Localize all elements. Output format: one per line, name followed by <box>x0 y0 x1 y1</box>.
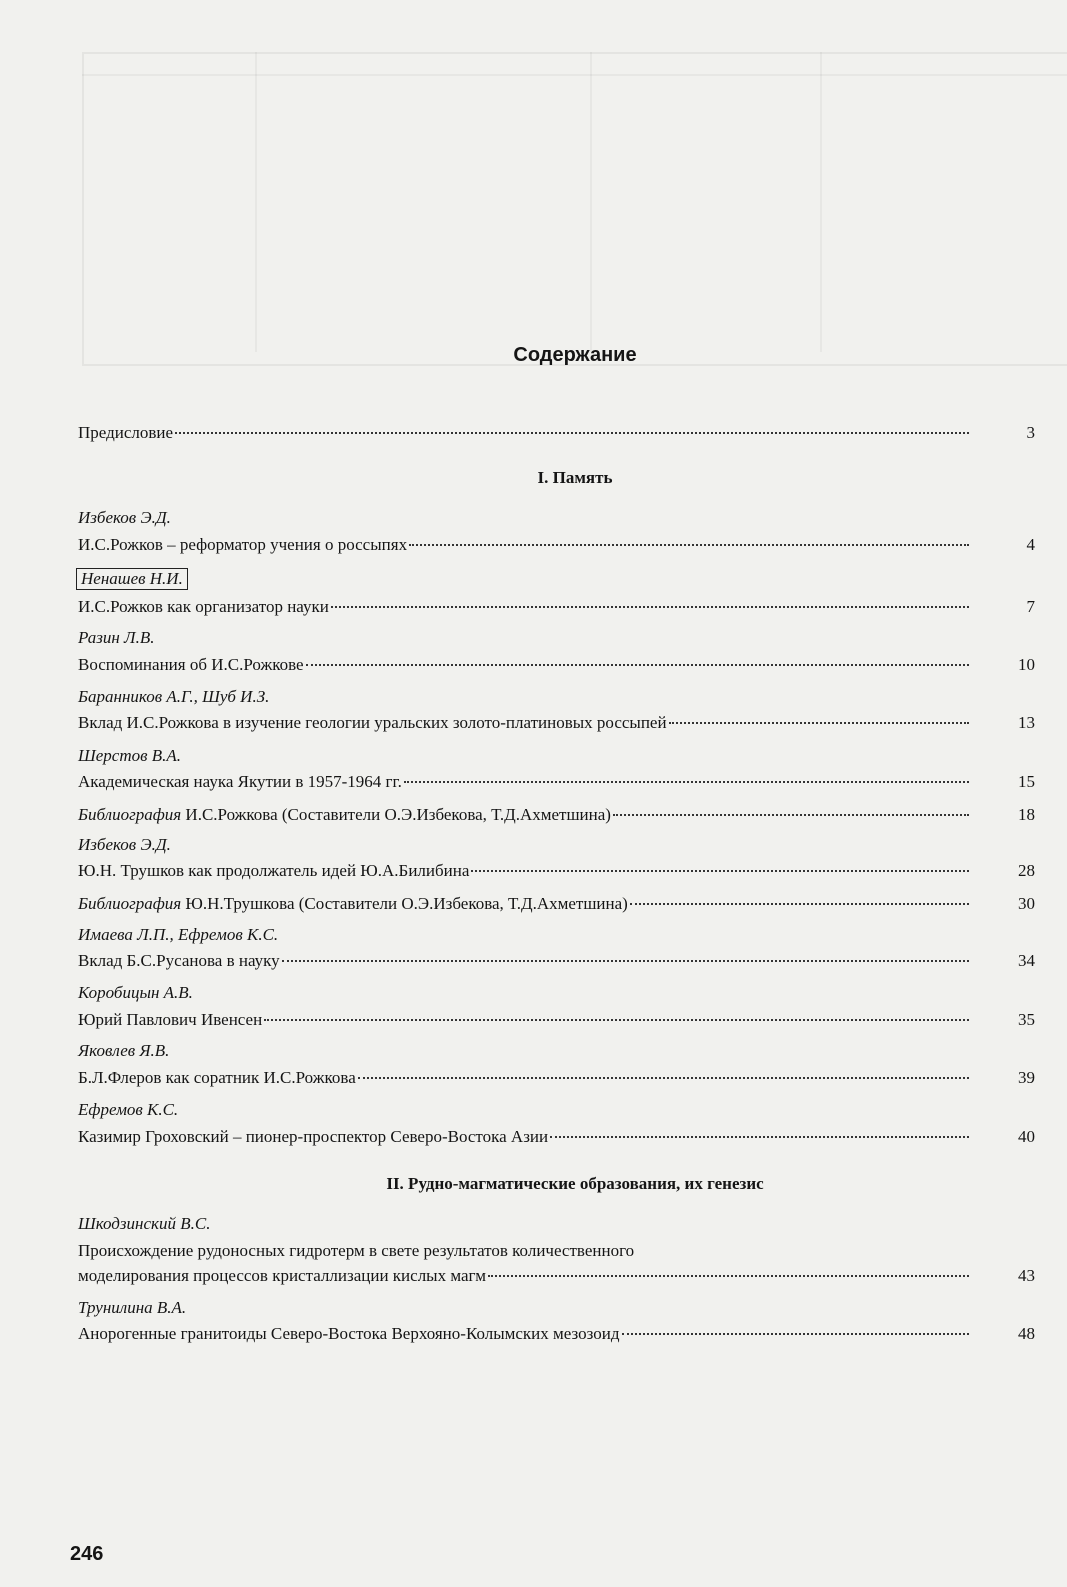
toc-page-number: 34 <box>1018 951 1035 970</box>
toc-entry-title: Вклад Б.С.Русанова в науку <box>78 951 280 970</box>
toc-page-number: 39 <box>1018 1068 1035 1087</box>
toc-entry-title: Казимир Гроховский – пионер-проспектор Северо-Востока Азии <box>78 1127 549 1146</box>
toc-author: Избеков Э.Д. <box>78 835 171 854</box>
toc-author: Ненашев Н.И. <box>76 568 188 590</box>
bleed-through-line <box>590 52 592 352</box>
bleed-through-line <box>820 52 822 352</box>
leader-dots <box>331 606 969 608</box>
toc-page-number: 3 <box>1026 423 1035 442</box>
toc-entry-title: И.С.Рожков – реформатор учения о россыпях <box>78 535 408 554</box>
toc-entry <box>78 1010 971 1030</box>
toc-author: Баранников А.Г., Шуб И.З. <box>78 687 270 706</box>
toc-author: Избеков Э.Д. <box>78 508 171 527</box>
toc-entry <box>78 1127 971 1147</box>
toc-entry-title: Предисловие <box>78 423 174 442</box>
section-heading: I. Память <box>537 468 613 487</box>
leader-dots <box>488 1275 969 1277</box>
leader-dots <box>471 870 969 872</box>
bleed-through-line <box>82 74 1067 76</box>
toc-entry-bibliography <box>78 894 971 914</box>
toc-entry <box>78 1324 971 1344</box>
toc-entry-bibliography <box>78 805 971 825</box>
toc-entry-title-line: Происхождение рудоносных гидротерм в свете результатов количественного <box>78 1241 635 1260</box>
toc-entry <box>78 1068 971 1088</box>
toc-entry-title: Академическая наука Якутии в 1957-1964 гг. <box>78 772 402 791</box>
toc-author: Шерстов В.А. <box>78 746 181 765</box>
toc-entry <box>78 1266 971 1286</box>
toc-page-number: 7 <box>1026 597 1035 616</box>
toc-page-number: 15 <box>1018 772 1035 791</box>
toc-page-number: 30 <box>1018 894 1035 913</box>
leader-dots <box>622 1333 969 1335</box>
toc-page-number: 28 <box>1018 861 1035 880</box>
toc-author: Трунилина В.А. <box>78 1298 187 1317</box>
toc-entry-title: Б.Л.Флеров как соратник И.С.Рожкова <box>78 1068 356 1087</box>
toc-entry-title: Воспоминания об И.С.Рожкове <box>78 655 304 674</box>
leader-dots <box>404 781 969 783</box>
toc-page-number: 18 <box>1018 805 1035 824</box>
toc-page-number: 40 <box>1018 1127 1035 1146</box>
toc-author: Разин Л.В. <box>78 628 155 647</box>
leader-dots <box>613 814 969 816</box>
leader-dots <box>358 1077 969 1079</box>
toc-entry-title <box>78 894 628 914</box>
leader-dots <box>550 1136 969 1138</box>
toc-page-number: 43 <box>1018 1266 1035 1285</box>
leader-dots <box>409 544 969 546</box>
leader-dots <box>264 1019 969 1021</box>
toc-author: Ефремов К.С. <box>78 1100 179 1119</box>
toc-entry-title: Юрий Павлович Ивенсен <box>78 1010 263 1029</box>
toc-entry-title: Анорогенные гранитоиды Северо-Востока Верхояно-Колымских мезозоид <box>78 1324 620 1343</box>
toc-entry-title: И.С.Рожков как организатор науки <box>78 597 329 616</box>
bibliography-label: Библиография <box>78 805 182 824</box>
toc-page-number: 4 <box>1026 535 1035 554</box>
bibliography-title: И.С.Рожкова (Составители О.Э.Избекова, Т.Д.Ахметшина) <box>181 805 611 824</box>
section-heading: II. Рудно-магматические образования, их генезис <box>386 1174 764 1193</box>
toc-entry-title: Вклад И.С.Рожкова в изучение геологии уральских золото-платиновых россыпей <box>78 713 667 732</box>
toc-author: Имаева Л.П., Ефремов К.С. <box>78 925 279 944</box>
toc-entry-title: моделирования процессов кристаллизации кислых магм <box>78 1266 487 1285</box>
toc-page-number: 13 <box>1018 713 1035 732</box>
toc-entry <box>78 655 971 675</box>
toc-page-number: 10 <box>1018 655 1035 674</box>
toc-title: Содержание <box>513 344 637 366</box>
bibliography-label: Библиография <box>78 894 182 913</box>
leader-dots <box>669 722 969 724</box>
bleed-through-table <box>82 52 1067 366</box>
toc-entry-title <box>78 805 611 825</box>
toc-page-number: 48 <box>1018 1324 1035 1343</box>
toc-entry <box>78 713 971 733</box>
toc-entry <box>78 772 971 792</box>
toc-entry-title: Ю.Н. Трушков как продолжатель идей Ю.А.Билибина <box>78 861 470 880</box>
page-number: 246 <box>70 1543 104 1565</box>
toc-entry <box>78 951 971 971</box>
toc-entry <box>78 535 971 555</box>
bibliography-title: Ю.Н.Трушкова (Составители О.Э.Избекова, Т.Д.Ахметшина) <box>181 894 628 913</box>
toc-entry-preface <box>78 423 971 443</box>
leader-dots <box>630 903 969 905</box>
bleed-through-line <box>255 52 257 352</box>
toc-entry <box>78 597 971 617</box>
toc-entry <box>78 861 971 881</box>
toc-page-number: 35 <box>1018 1010 1035 1029</box>
toc-author: Шкодзинский В.С. <box>78 1214 211 1233</box>
toc-author: Яковлев Я.В. <box>78 1041 170 1060</box>
leader-dots <box>282 960 969 962</box>
leader-dots <box>175 432 969 434</box>
leader-dots <box>306 664 969 666</box>
toc-author: Коробицын А.В. <box>78 983 193 1002</box>
